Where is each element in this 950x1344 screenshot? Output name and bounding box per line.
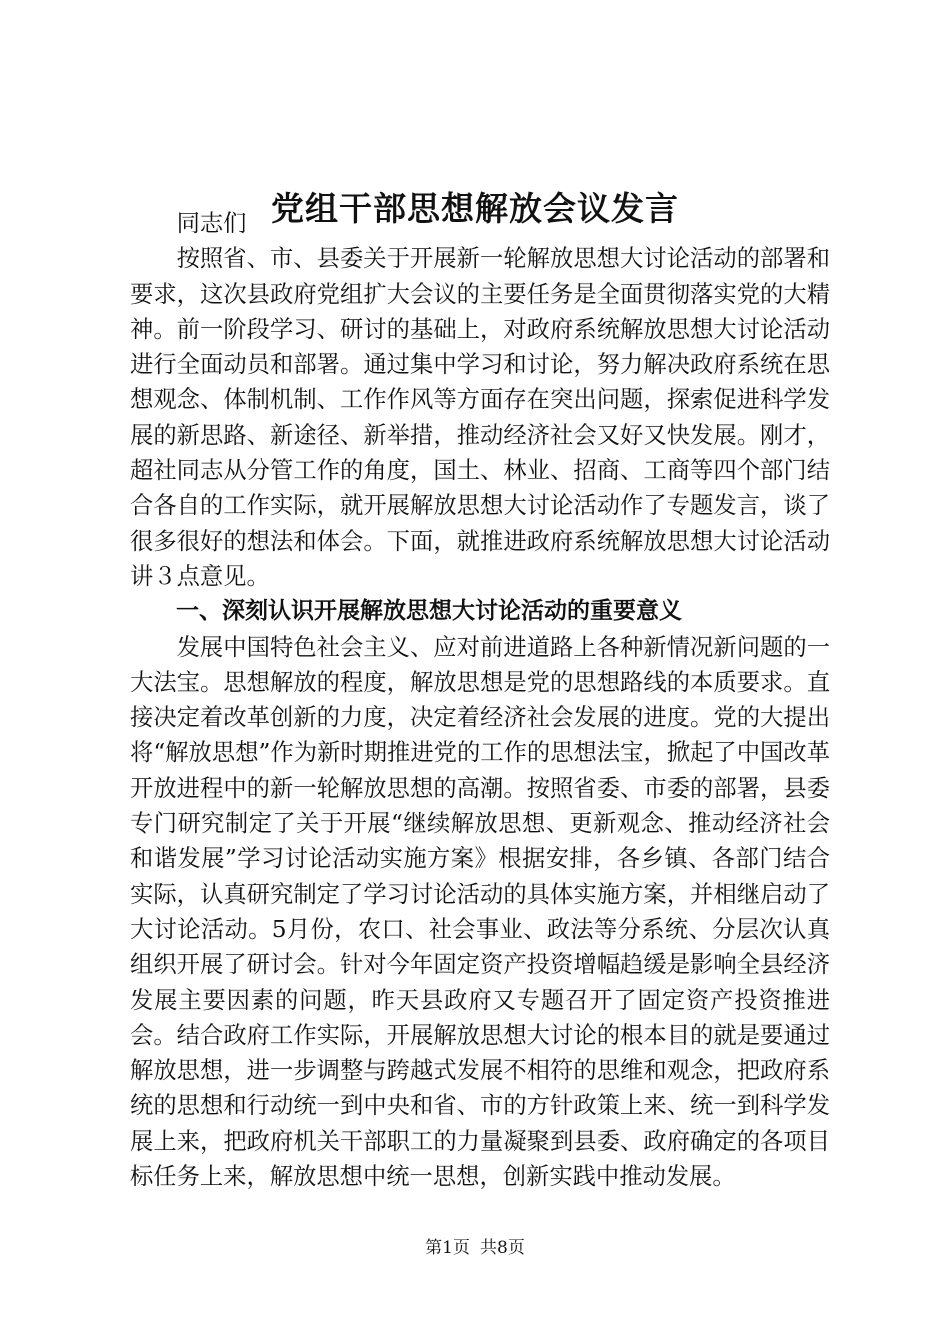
greeting: 同志们 [176, 210, 247, 237]
paragraph-intro: 按照省、市、县委关于开展新一轮解放思想大讨论活动的部署和要求，这次县政府党组扩大会议的主要任务是全面贯彻落实党的大精神。前一阶段学习、研讨的基础上，对政府系统解放思想大讨论活动进行全面动员和部署。通过集中学习和讨论，努力解决政府系统在思想观念、体制机制、工作作风等方面存在突出问题，探索促进科学发展的新思路、新途径、新举措，推动经济社会又好又快发展。刚才，超社同志从分管工作的角度，国土、林业、招商、工商等四个部门结合各自的工作实际，就开展解放思想大讨论活动作了专题发言，谈了很多很好的想法和体会。下面，就推进政府系统解放思想大讨论活动讲３点意见。 [130, 245, 830, 590]
page-total: 共8页 [480, 1238, 525, 1258]
page-footer [0, 1236, 950, 1260]
section-heading-1: 一、深刻认识开展解放思想大讨论活动的重要意义 [176, 598, 682, 625]
paragraph-section-1: 发展中国特色社会主义、应对前进道路上各种新情况新问题的一大法宝。思想解放的程度，解放思想是党的思想路线的本质要求。直接决定着改革创新的力度，决定着经济社会发展的进度。党的大提出将“解放思想”作为新时期推进党的工作的思想法宝，掀起了中国改革开放进程中的新一轮解放思想的高潮。按照省委、市委的部署，县委专门研究制定了关于开展“继续解放思想、更新观念、推动经济社会和谐发展”学习讨论活动实施方案》根据安排，各乡镇、各部门结合实际，认真研究制定了学习讨论活动的具体实施方案，并相继启动了大讨论活动。5月份，农口、社会事业、政法等分系统、分层次认真组织开展了研讨会。针对今年固定资产投资增幅趋缓是影响全县经济发展主要因素的问题，昨天县政府又专题召开了固定资产投资推进会。结合政府工作实际，开展解放思想大讨论的根本目的就是要通过解放思想，进一步调整与跨越式发展不相符的思维和观念，把政府系统的思想和行动统一到中央和省、市的方针政策上来、统一到科学发展上来，把政府机关干部职工的力量凝聚到县委、政府确定的各项目标任务上来，解放思想中统一思想，创新实践中推动发展。 [130, 633, 830, 1191]
document-title: 党组干部思想解放会议发言 [271, 189, 679, 228]
page-number: 第1页 [425, 1238, 470, 1258]
document-body [130, 206, 830, 1194]
